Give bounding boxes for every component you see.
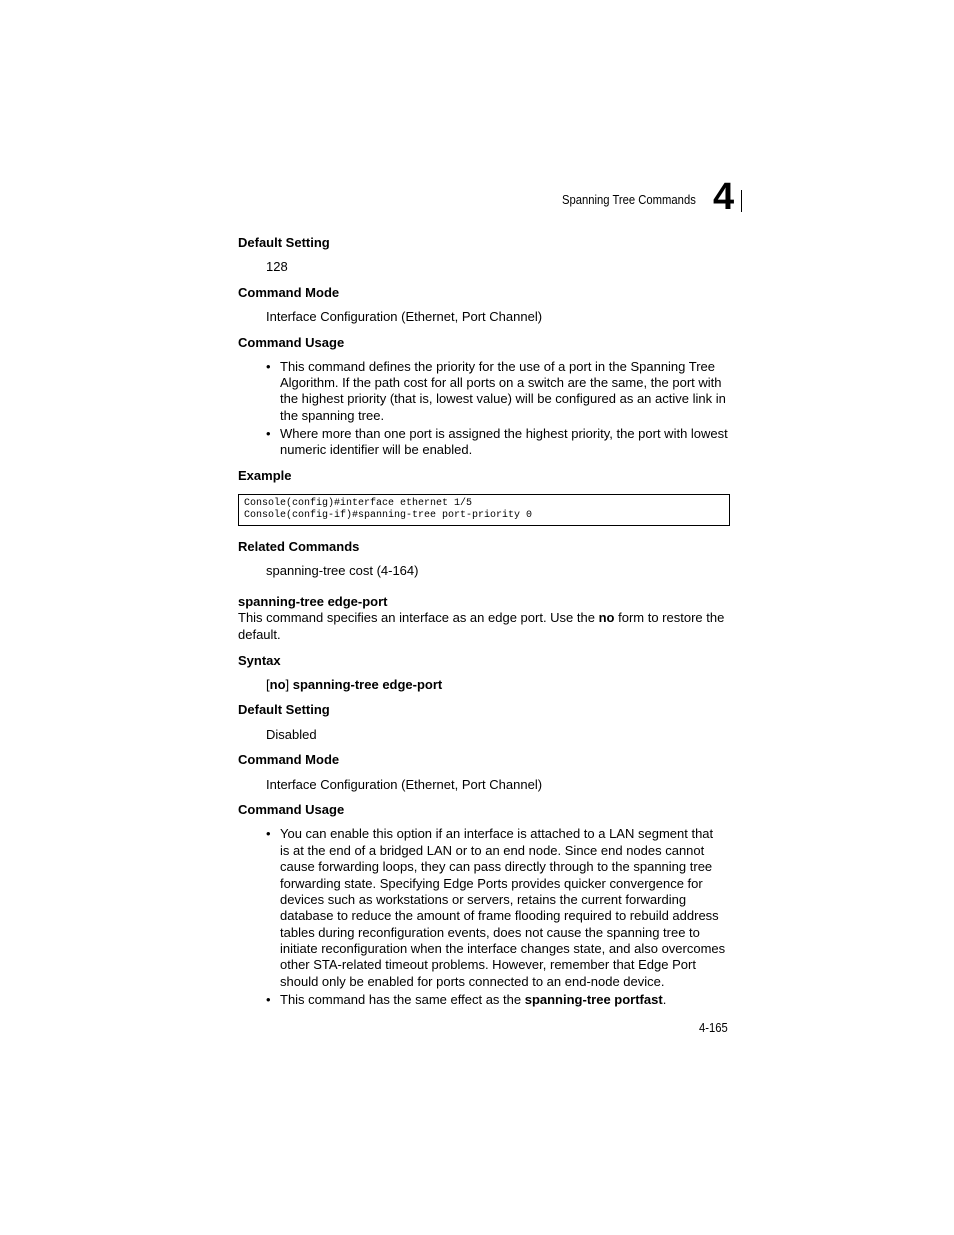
chapter-number: 4 [713,176,735,218]
command-mode-value: Interface Configuration (Ethernet, Port Channel) [266,777,543,792]
command-mode-heading: Command Mode [238,285,340,300]
usage-bullet-1-line: devices such as workstations or servers, retains the current forwarding [280,892,687,907]
command-usage-heading: Command Usage [238,802,345,817]
bullet-text: . [662,992,667,1007]
usage-bullet-2-line: numeric identifier will be enabled. [280,442,473,457]
usage-bullet-1-line: tables during reconfiguration events, does not cause the spanning tree to [280,925,700,940]
desc-keyword-no: no [598,610,615,625]
syntax-bracket: [ [266,677,270,692]
command-description-line-2: default. [238,627,281,642]
usage-bullet-2-line: Where more than one port is assigned the highest priority, the port with lowest [280,426,728,441]
bullet-marker: • [266,992,271,1007]
default-setting-value: Disabled [266,727,317,742]
page-number: 4-165 [699,1021,728,1035]
usage-bullet-1-line: initiate reconfiguration when the interface changes state, and also overcomes [280,941,726,956]
usage-bullet-1-line: database to reduce the amount of frame flooding required to rebuild address [280,908,719,923]
syntax-heading: Syntax [238,653,281,668]
bullet-text: This command has the same effect as the [280,992,525,1007]
usage-bullet-1-line: Algorithm. If the path cost for all ports on a switch are the same, the port with [280,375,722,390]
syntax-value [266,677,442,693]
usage-bullet-1-line: the spanning tree. [280,408,385,423]
command-title: spanning-tree edge-port [238,594,388,609]
example-heading: Example [238,468,292,483]
syntax-bracket: ] [285,677,293,692]
usage-bullet-1-line: the highest priority (that is, lowest value) will be configured as an active link in [280,391,726,406]
code-line: Console(config)#interface ethernet 1/5 [244,498,473,509]
usage-bullet-1-line: is at the end of a bridged LAN or to an end node. Since end nodes cannot [280,843,705,858]
command-mode-value: Interface Configuration (Ethernet, Port Channel) [266,309,543,324]
usage-bullet-1-line: This command defines the priority for the use of a port in the Spanning Tree [280,359,716,374]
command-usage-heading: Command Usage [238,335,345,350]
desc-text: This command specifies an interface as an edge port. Use the [238,610,599,625]
desc-text: form to restore the [614,610,725,625]
command-description-line-1 [238,610,724,626]
chapter-rule [741,190,742,212]
bullet-marker: • [266,426,271,441]
default-setting-value: 128 [266,259,288,274]
syntax-command: spanning-tree edge-port [292,677,443,692]
usage-bullet-1-line: cause forwarding loops, they can pass directly through to the spanning tree [280,859,713,874]
related-commands-value: spanning-tree cost (4-164) [266,563,419,578]
bullet-marker: • [266,359,271,374]
code-example-box [238,494,730,526]
header-title: Spanning Tree Commands [562,193,696,207]
usage-bullet-1-line: should only be enabled for ports connected to an end-node device. [280,974,665,989]
bullet-command: spanning-tree portfast [524,992,663,1007]
related-commands-heading: Related Commands [238,539,360,554]
command-mode-heading: Command Mode [238,752,340,767]
default-setting-heading: Default Setting [238,235,330,250]
usage-bullet-1-line: other STA-related timeout problems. However, remember that Edge Port [280,957,696,972]
usage-bullet-1-line: You can enable this option if an interface is attached to a LAN segment that [280,826,714,841]
usage-bullet-2-line [280,992,666,1008]
code-line: Console(config-if)#spanning-tree port-priority 0 [244,510,533,521]
bullet-marker: • [266,826,271,841]
usage-bullet-1-line: forwarding state. Specifying Edge Ports provides quicker convergence for [280,876,703,891]
syntax-no: no [269,677,286,692]
default-setting-heading: Default Setting [238,702,330,717]
